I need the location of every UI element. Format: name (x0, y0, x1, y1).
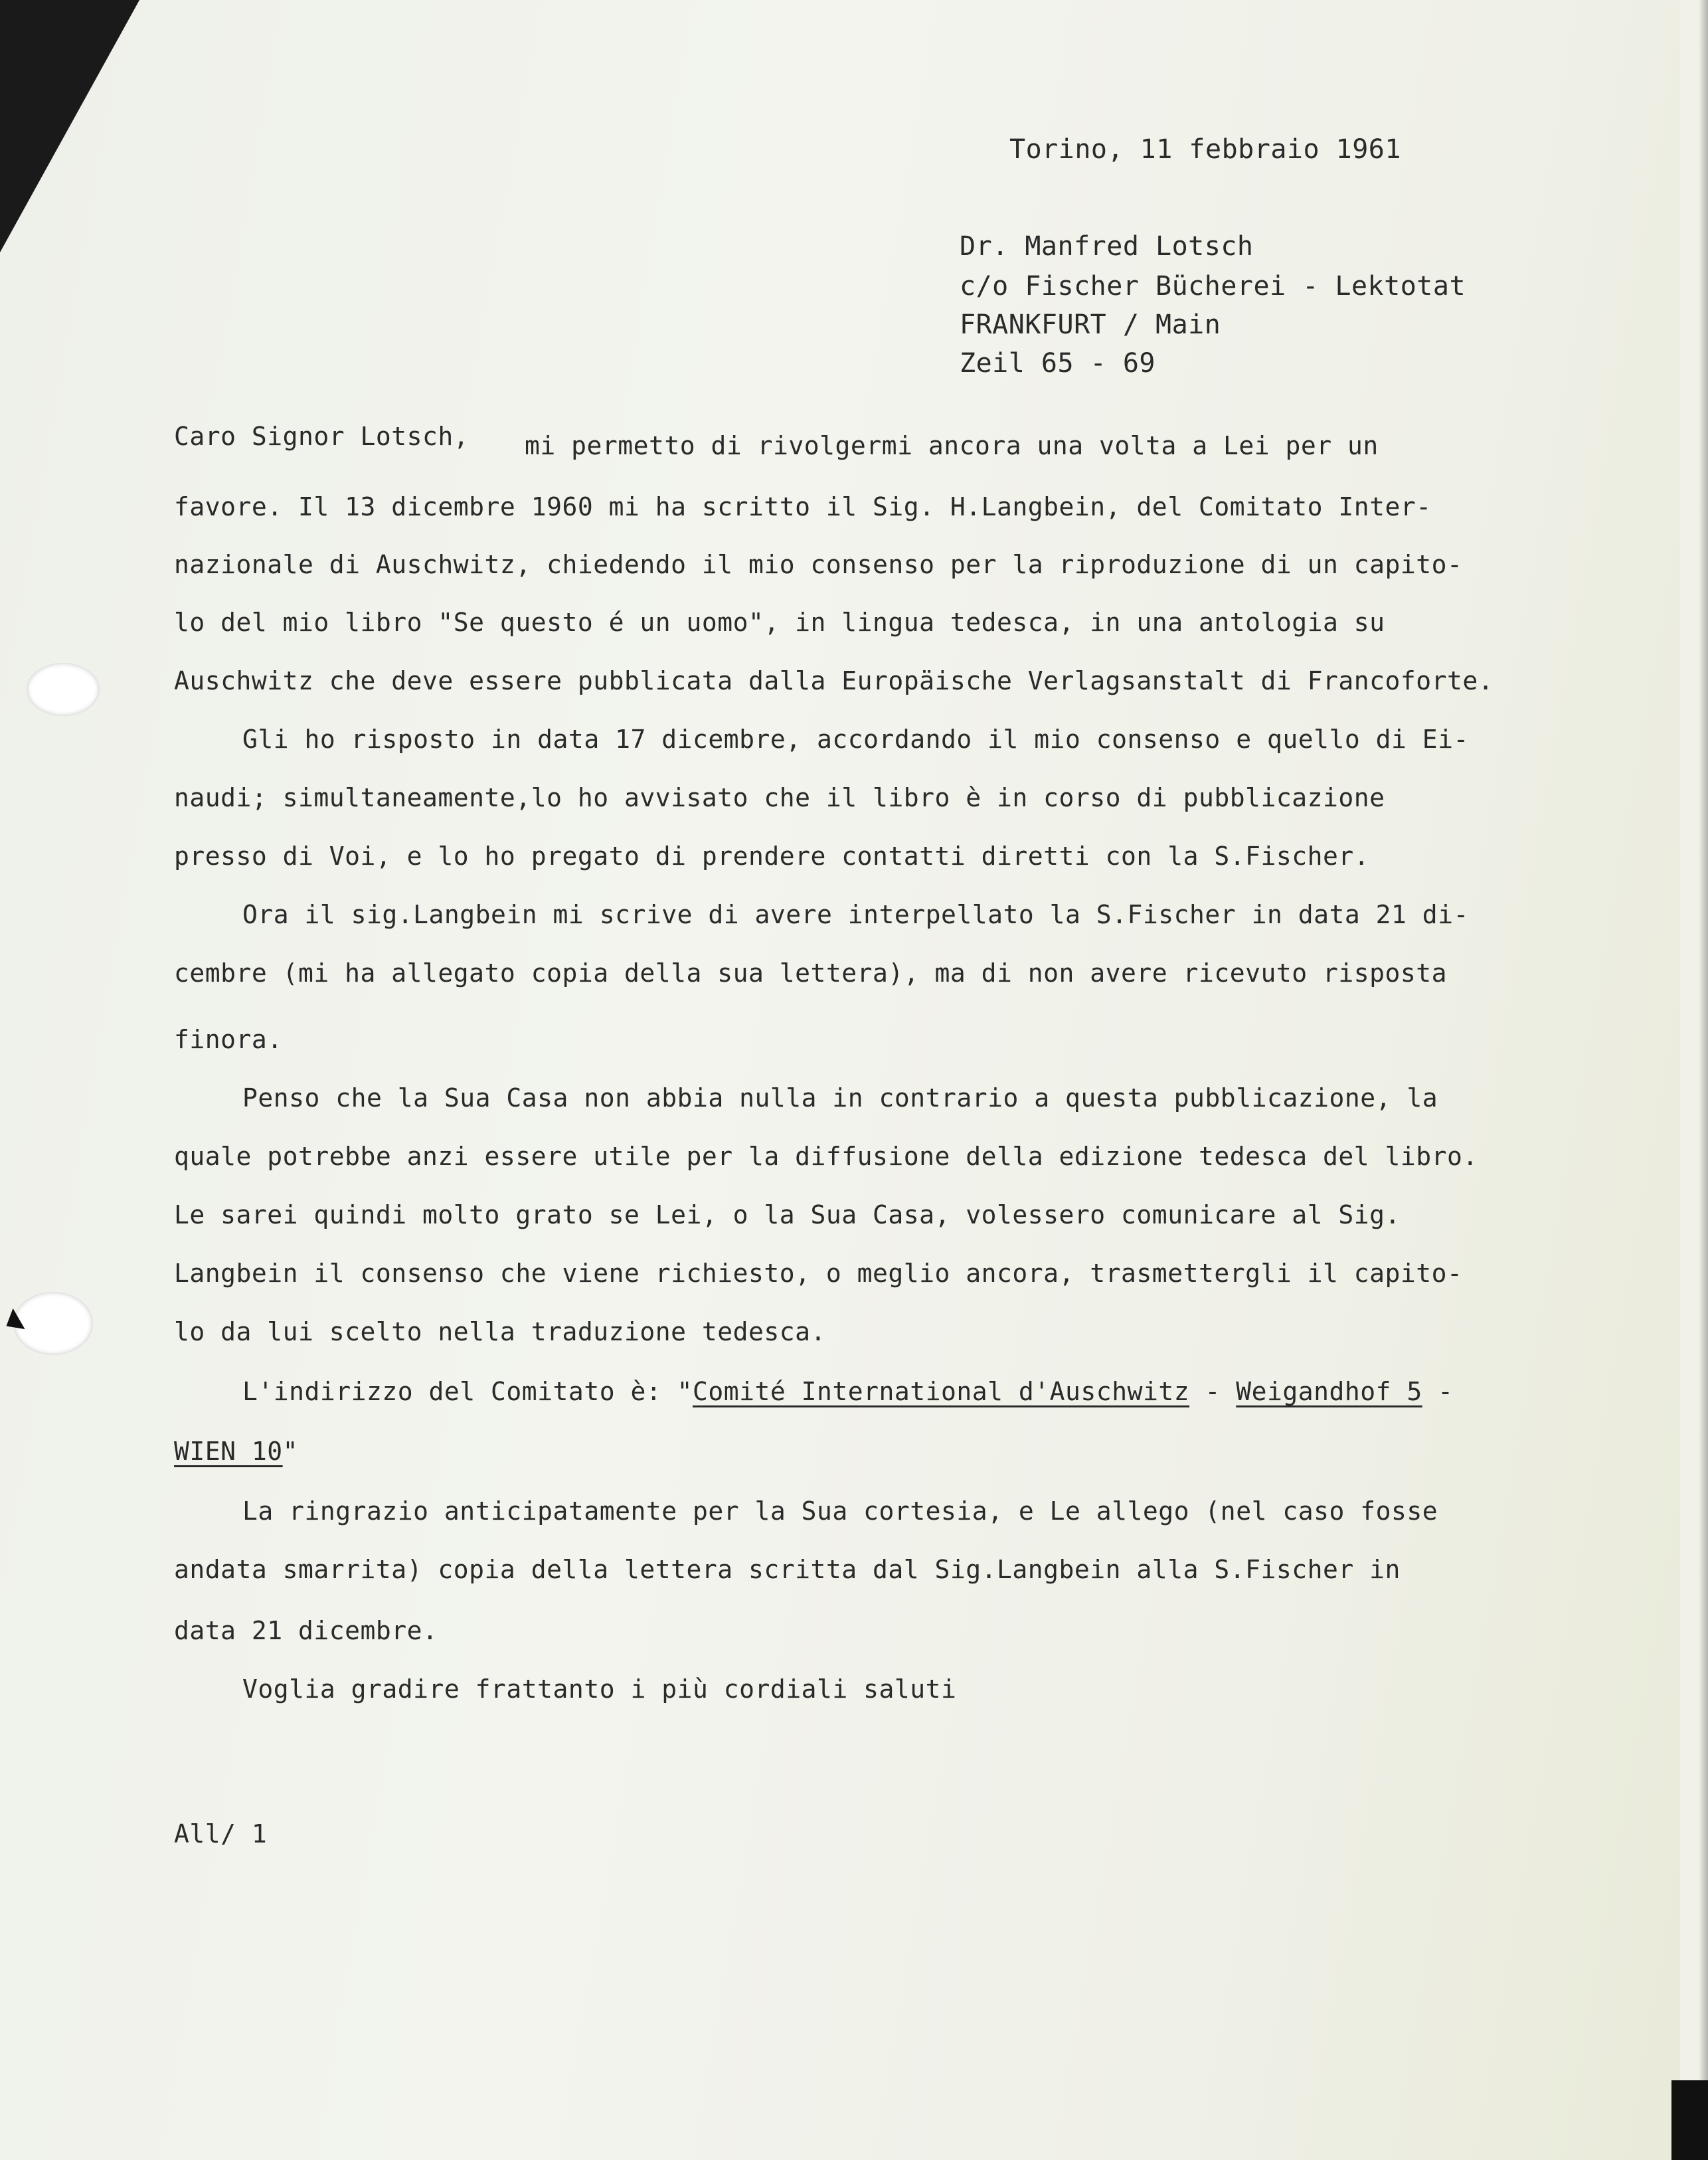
closing-line: data 21 dicembre. (174, 1616, 438, 1645)
body-line: lo del mio libro "Se questo é un uomo", in lingua tedesca, in una antologia su (174, 608, 1385, 637)
address-separator: - (1189, 1377, 1237, 1406)
body-line: favore. Il 13 dicembre 1960 mi ha scritto il Sig. H.Langbein, del Comitato Inter- (174, 492, 1432, 521)
recipient-company: c/o Fischer Bücherei - Lektotat (960, 271, 1466, 302)
scan-edge-right (1699, 0, 1708, 2160)
body-line: lo da lui scelto nella traduzione tedesca. (174, 1317, 826, 1346)
address-dash: - (1422, 1377, 1454, 1406)
salutation: Caro Signor Lotsch, (174, 422, 470, 451)
address-prefix: L'indirizzo del Comitato è: (242, 1377, 677, 1406)
address-street: Weigandhof 5 (1236, 1377, 1422, 1406)
committee-address-city-line (174, 1436, 298, 1467)
body-line: Penso che la Sua Casa non abbia nulla in contrario a questa pubblicazione, la (242, 1083, 1438, 1113)
body-line: presso di Voi, e lo ho pregato di prendere contatti diretti con la S.Fischer. (174, 842, 1370, 871)
recipient-street: Zeil 65 - 69 (960, 348, 1155, 379)
punch-hole (13, 1292, 93, 1355)
enclosure-note: All/ 1 (174, 1819, 268, 1848)
punch-hole (27, 663, 100, 716)
scan-corner (1671, 2080, 1708, 2160)
body-line: naudi; simultaneamente,lo ho avvisato che il libro è in corso di pubblicazione (174, 783, 1385, 812)
body-line: quale potrebbe anzi essere utile per la diffusione della edizione tedesca del libro. (174, 1142, 1478, 1171)
address-committee-name: Comité International d'Auschwitz (692, 1377, 1190, 1406)
body-line: nazionale di Auschwitz, chiedendo il mio consenso per la riproduzione di un capito- (174, 550, 1463, 579)
recipient-name: Dr. Manfred Lotsch (960, 231, 1254, 262)
closing-line: andata smarrita) copia della lettera scritta dal Sig.Langbein alla S.Fischer in (174, 1555, 1401, 1584)
body-line: Auschwitz che deve essere pubblicata dalla Europäische Verlagsanstalt di Francoforte. (174, 666, 1494, 695)
address-quote-close: " (282, 1437, 299, 1466)
committee-address-line (242, 1376, 1454, 1407)
body-line: Gli ho risposto in data 17 dicembre, accordando il mio consenso e quello di Ei- (242, 725, 1469, 754)
letter-date: Torino, 11 febbraio 1961 (1009, 134, 1401, 165)
recipient-city: FRANKFURT / Main (960, 310, 1221, 340)
body-line: cembre (mi ha allegato copia della sua lettera), ma di non avere ricevuto risposta (174, 958, 1447, 988)
address-city: WIEN 10 (174, 1437, 283, 1466)
body-line: mi permetto di rivolgermi ancora una volta a Lei per un (525, 431, 1379, 460)
address-quote-open: " (677, 1377, 693, 1406)
closing-line: La ringrazio anticipatamente per la Sua cortesia, e Le allego (nel caso fosse (242, 1496, 1438, 1526)
body-line: finora. (174, 1025, 283, 1054)
body-line: Ora il sig.Langbein mi scrive di avere interpellato la S.Fischer in data 21 di- (242, 900, 1469, 929)
body-line: Langbein il consenso che viene richiesto, o meglio ancora, trasmettergli il capito- (174, 1259, 1463, 1288)
body-line: Le sarei quindi molto grato se Lei, o la Sua Casa, volessero comunicare al Sig. (174, 1200, 1401, 1229)
scan-edge-shadow (0, 0, 139, 252)
closing-greeting: Voglia gradire frattanto i più cordiali saluti (242, 1674, 957, 1704)
